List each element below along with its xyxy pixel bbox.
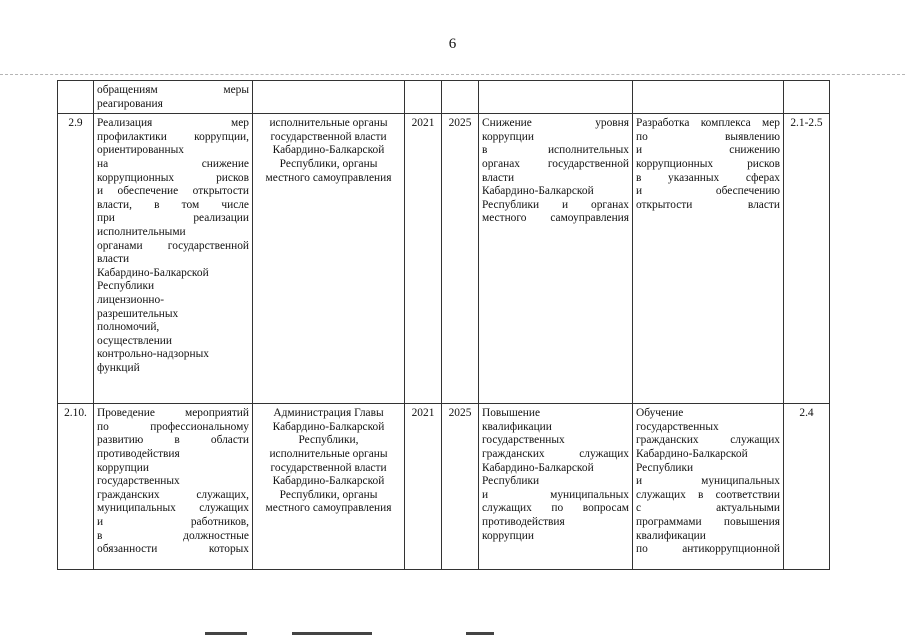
measures-table <box>57 80 830 570</box>
executors-cell: исполнительные органы государственной власти Кабардино-Балкарской Республики, органы местного самоуправления <box>253 114 405 404</box>
executors-cell <box>253 81 405 114</box>
measure-cell: Проведение мероприятий по профессиональному развитию в области противодействия коррупции государственных гражданских служащих, муниципальных служащих и работников, в должностные обязанности которых <box>94 404 253 570</box>
end-year: 2025 <box>442 114 479 404</box>
table-row-2-10 <box>58 404 830 570</box>
indicator-cell: Обучение государственных гражданских служащих Кабардино-Балкарской Республики и муниципальных служащих в соответствии с актуальными программами повышения квалификации по антикоррупционной <box>633 404 784 570</box>
row-number: 2.10. <box>58 404 94 570</box>
start-year: 2021 <box>405 114 442 404</box>
page-top-divider <box>0 74 905 75</box>
executors-cell: Администрация Главы Кабардино-Балкарской Республики, исполнительные органы государственной власти Кабардино-Балкарской Республики, органы местного самоуправления <box>253 404 405 570</box>
end-year: 2025 <box>442 404 479 570</box>
row-number <box>58 81 94 114</box>
result-cell: Снижение уровня коррупции в исполнительных органах государственной власти Кабардино-Балкарской Республики и органах местного самоуправления <box>479 114 633 404</box>
indicator-cell <box>633 81 784 114</box>
scan-artifact <box>292 632 372 635</box>
page-number: 6 <box>448 36 457 52</box>
table-row-2-9 <box>58 114 830 404</box>
result-cell: Повышение квалификации государственных гражданских служащих Кабардино-Балкарской Республики и муниципальных служащих по вопросам противодействия коррупции <box>479 404 633 570</box>
goals-cell: 2.1-2.5 <box>784 114 830 404</box>
end-year <box>442 81 479 114</box>
scan-artifact <box>205 632 247 635</box>
result-cell <box>479 81 633 114</box>
measure-cell: Реализация мер профилактики коррупции, ориентированных на снижение коррупционных рисков и обеспечение открытости власти, в том числе при реализации исполнительными органами государственной власти Кабардино-Балкарской Республики лицензионно- разрешительных полномочий, осуществлении контрольно-надзорных функций <box>94 114 253 404</box>
table-row-continuation <box>58 81 830 114</box>
start-year: 2021 <box>405 404 442 570</box>
start-year <box>405 81 442 114</box>
goals-cell <box>784 81 830 114</box>
scan-artifact <box>466 632 494 635</box>
indicator-cell: Разработка комплекса мер по выявлению и снижению коррупционных рисков в указанных сферах и обеспечению открытости власти <box>633 114 784 404</box>
row-number: 2.9 <box>58 114 94 404</box>
measure-cell: обращениям меры реагирования <box>94 81 253 114</box>
goals-cell: 2.4 <box>784 404 830 570</box>
